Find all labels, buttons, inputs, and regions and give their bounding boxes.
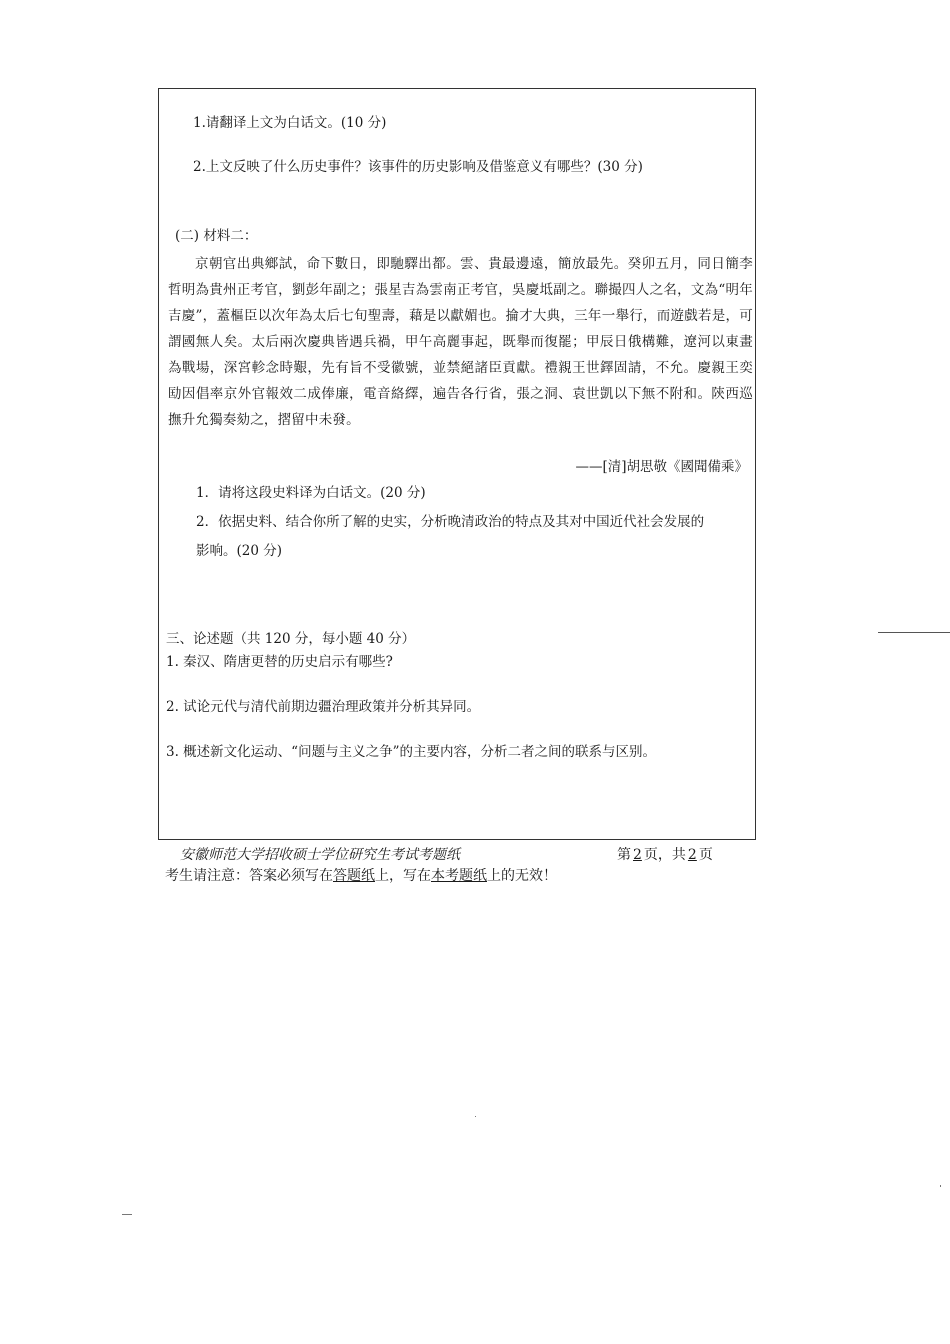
page-suffix: 页 [698,847,713,863]
notice-middle: 上，写在 [375,868,431,884]
page-total: 2 [687,847,697,863]
page-middle: 页，共 [643,847,686,863]
scan-edge-mark [878,632,950,633]
page-prefix: 第 [617,847,631,863]
notice-suffix: 上的无效！ [487,868,557,884]
material-two-passage: 京朝官出典鄉試，命下數日，即馳驛出都。雲、貴最邊遠，簡放最先。癸卯五月，同日簡李哲明為貴州正考官，劉彭年副之；張星吉為雲南正考官，吳慶坻副之。聯撮四人之名，文為“明年吉慶”，蓋樞臣以次年為太后七旬聖壽，藉是以獻媚也。掄才大典，三年一舉行，而遊戲若是，可謂國無人矣。太后兩次慶典皆遇兵禍，甲午高麗事起，既舉而復罷；甲辰日俄構難，遼河以東畫為戰場，深宮軫念時艱，先有旨不受徽號，並禁絕諸臣貢獻。禮親王世鐸固請，不允。慶親王奕劻因倡率京外官報效二成俸廉，電音絡繹，遍告各行省，張之洞、袁世凱以下無不附和。陝西巡撫升允獨奏劾之，摺留中未發。 [168,256,753,428]
essay-question-1: 1. 秦汉、隋唐更替的历史启示有哪些? [166,654,393,670]
material-two-title: (二) 材料二： [175,228,258,244]
essay-question-2: 2. 试论元代与清代前期边疆治理政策并分析其异同。 [166,699,481,715]
material-two-question-2-cont: 影响。(20 分) [196,543,283,559]
material-two-source: ——[清]胡思敬《國聞備乘》 [575,459,748,475]
essay-question-3: 3. 概述新文化运动、“问题与主义之争”的主要内容，分析二者之间的联系与区别。 [166,744,656,760]
notice-prefix: 考生请注意：答案必须写在 [165,868,333,884]
essay-section-title: 三、论述题（共 120 分，每小题 40 分） [166,631,416,647]
page-current: 2 [633,847,642,863]
page-indicator [617,844,713,864]
scan-speck [940,1185,941,1187]
section1-question-2: 2.上文反映了什么历史事件？该事件的历史影响及借鉴意义有哪些？(30 分) [193,159,643,175]
university-exam-paper-label: 安徽师范大学招收硕士学位研究生考试考题纸 [180,847,460,863]
exam-notice [165,865,557,885]
material-two-question-2: 2．依据史料、结合你所了解的史实，分析晚清政治的特点及其对中国近代社会发展的 [196,514,705,530]
notice-answer-sheet: 答题纸 [333,868,375,884]
scan-speck [475,1116,476,1117]
material-two-question-1: 1．请将这段史料译为白话文。(20 分) [196,485,426,501]
section1-question-1: 1.请翻译上文为白话文。(10 分) [193,115,387,131]
scan-speck [122,1214,132,1215]
notice-question-sheet: 本考题纸 [431,868,487,884]
